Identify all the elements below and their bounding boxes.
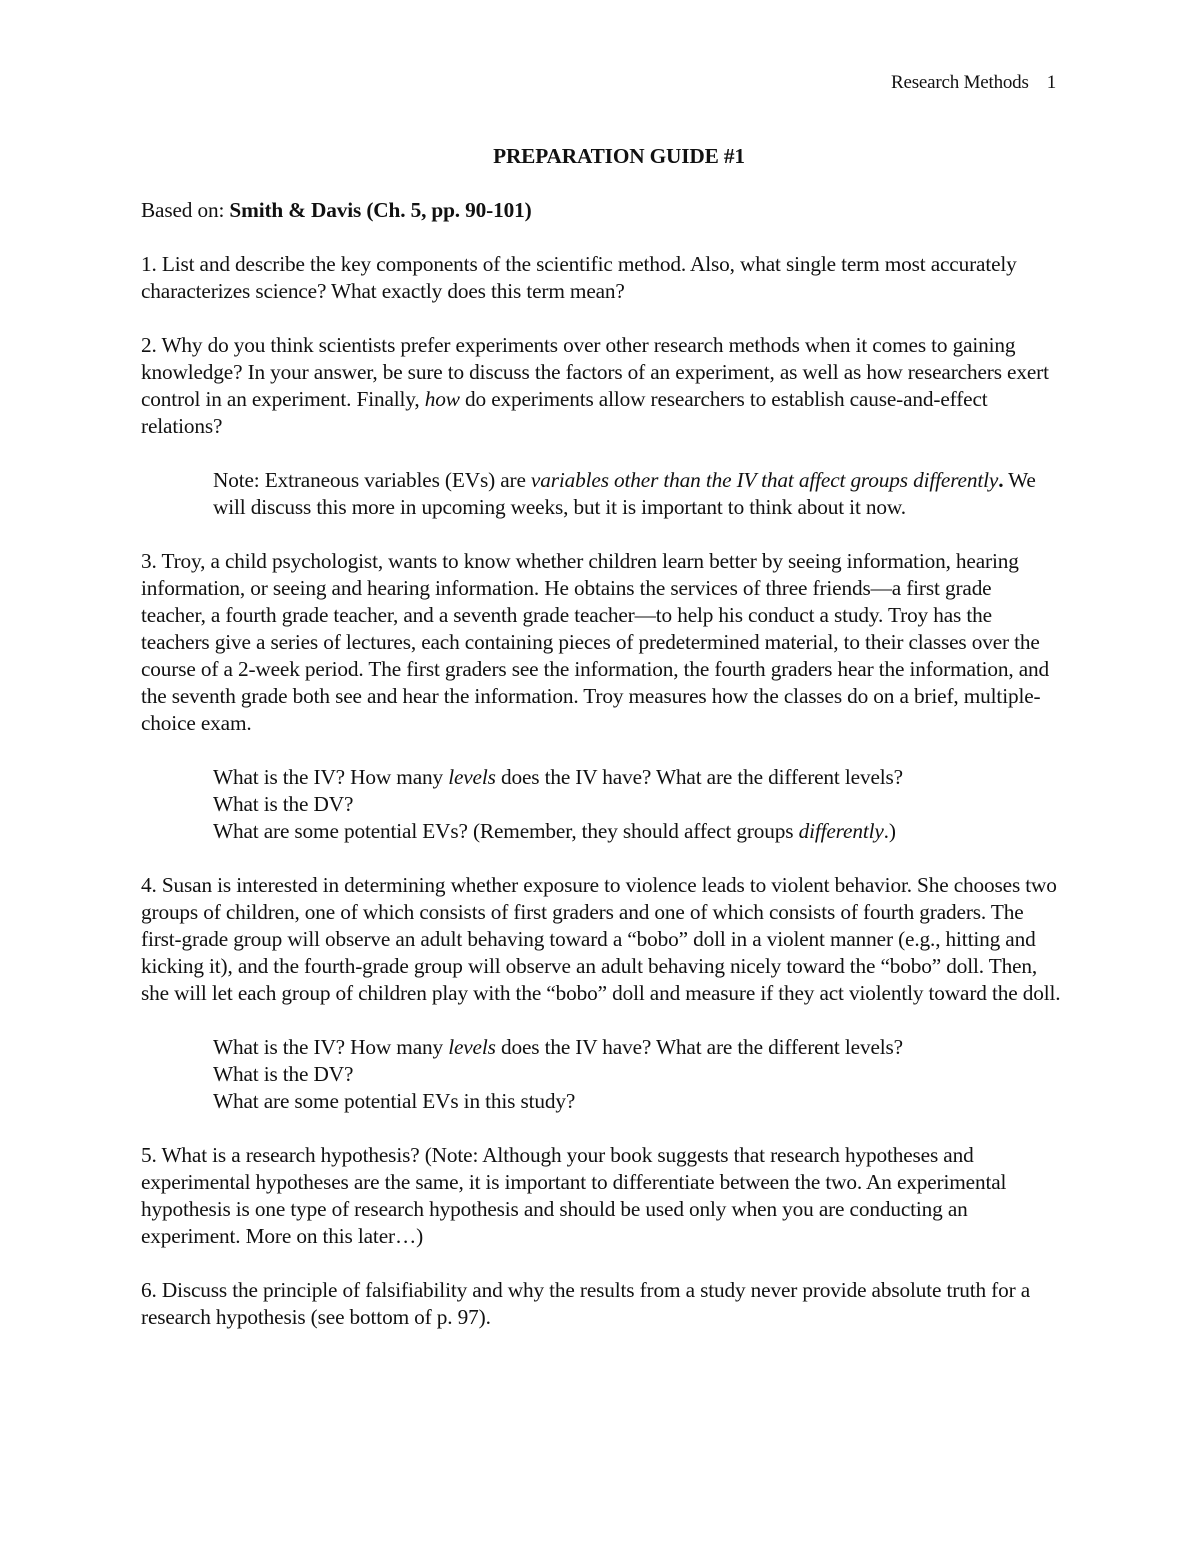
header-page-number: 1 <box>1046 72 1056 93</box>
question-2 <box>141 332 1061 440</box>
document-title: PREPARATION GUIDE #1 <box>493 144 745 168</box>
question-5: 5. What is a research hypothesis? (Note: Although your book suggests that research hypotheses and experimental hypotheses are the same, it is important to differentiate between the two. An experimental hypothesis is one type of research hypothesis and should be used only when you are conducting an experiment. More on this later…) <box>141 1143 1007 1248</box>
based-on-source: Smith & Davis (Ch. 5, pp. 90-101) <box>229 198 532 222</box>
question-3-sub-1 <box>213 764 1061 791</box>
based-on-label: Based on: <box>141 198 230 222</box>
based-on-line <box>141 197 1061 224</box>
q3-sub3-emphasis: differently <box>798 819 884 843</box>
question-2-emphasis: how <box>424 387 460 411</box>
note-text-a: Note: Extraneous variables (EVs) are <box>213 468 531 492</box>
question-3-subquestions <box>141 764 1061 845</box>
page-header <box>891 72 1056 94</box>
q4-sub1-text-a: What is the IV? How many <box>213 1035 449 1059</box>
question-2-text-b: do experiments allow researchers to establish cause-and-effect relations? <box>141 387 988 438</box>
q4-sub1-emphasis: levels <box>448 1035 496 1059</box>
question-1: 1. List and describe the key components of the scientific method. Also, what single term most accurately characterizes science? What exactly does this term mean? <box>141 252 1017 303</box>
question-3: 3. Troy, a child psychologist, wants to know whether children learn better by seeing information, hearing information, or seeing and hearing information. He obtains the services of three friends—a first grade teacher, a fourth grade teacher, and a seventh grade teacher—to help his conduct a study. Troy has the teachers give a series of lectures, each containing pieces of predetermined material, to their classes over the course of a 2-week period. The first graders see the information, the fourth graders hear the information, and the seventh grade both see and hear the information. Troy measures how the classes do on a brief, multiple-choice exam. <box>141 549 1050 735</box>
q4-sub1-text-b: does the IV have? What are the different levels? <box>495 1035 903 1059</box>
question-4: 4. Susan is interested in determining whether exposure to violence leads to violent behavior. She chooses two groups of children, one of which consists of first graders and one of which consists of fourth graders. The first-grade group will observe an adult behaving toward a “bobo” doll in a violent manner (e.g., hitting and kicking it), and the fourth-grade group will observe an adult behaving nicely toward the “bobo” doll. Then, she will let each group of children play with the “bobo” doll and measure if they act violently toward the doll. <box>141 873 1061 1005</box>
q3-sub1-emphasis: levels <box>448 765 496 789</box>
question-4-subquestions <box>141 1034 1061 1115</box>
header-course: Research Methods <box>891 72 1029 93</box>
q3-sub1-text-a: What is the IV? How many <box>213 765 449 789</box>
q3-sub3-text-b: .) <box>883 819 896 843</box>
question-2-text-a: 2. Why do you think scientists prefer experiments over other research methods when it comes to gaining knowledge? In your answer, be sure to discuss the factors of an experiment, as well as how researchers exert control in an experiment. Finally, <box>141 333 1049 411</box>
q3-sub3-text-a: What are some potential EVs? (Remember, they should affect groups <box>213 819 799 843</box>
note-strong: . <box>998 468 1004 492</box>
question-3-sub-3 <box>213 818 1061 845</box>
extraneous-variables-note <box>141 467 1061 521</box>
question-3-sub-2: What is the DV? <box>213 792 354 816</box>
question-4-sub-1 <box>213 1034 1061 1061</box>
note-text-b: We will discuss this more in upcoming weeks, but it is important to think about it now. <box>213 468 1036 519</box>
question-4-sub-3: What are some potential EVs in this study? <box>213 1089 576 1113</box>
note-emphasis: variables other than the IV that affect groups differently <box>530 468 999 492</box>
q3-sub1-text-b: does the IV have? What are the different levels? <box>495 765 903 789</box>
document-body <box>141 143 1061 1331</box>
question-4-sub-2: What is the DV? <box>213 1062 354 1086</box>
question-6: 6. Discuss the principle of falsifiability and why the results from a study never provide absolute truth for a research hypothesis (see bottom of p. 97). <box>141 1278 1030 1329</box>
